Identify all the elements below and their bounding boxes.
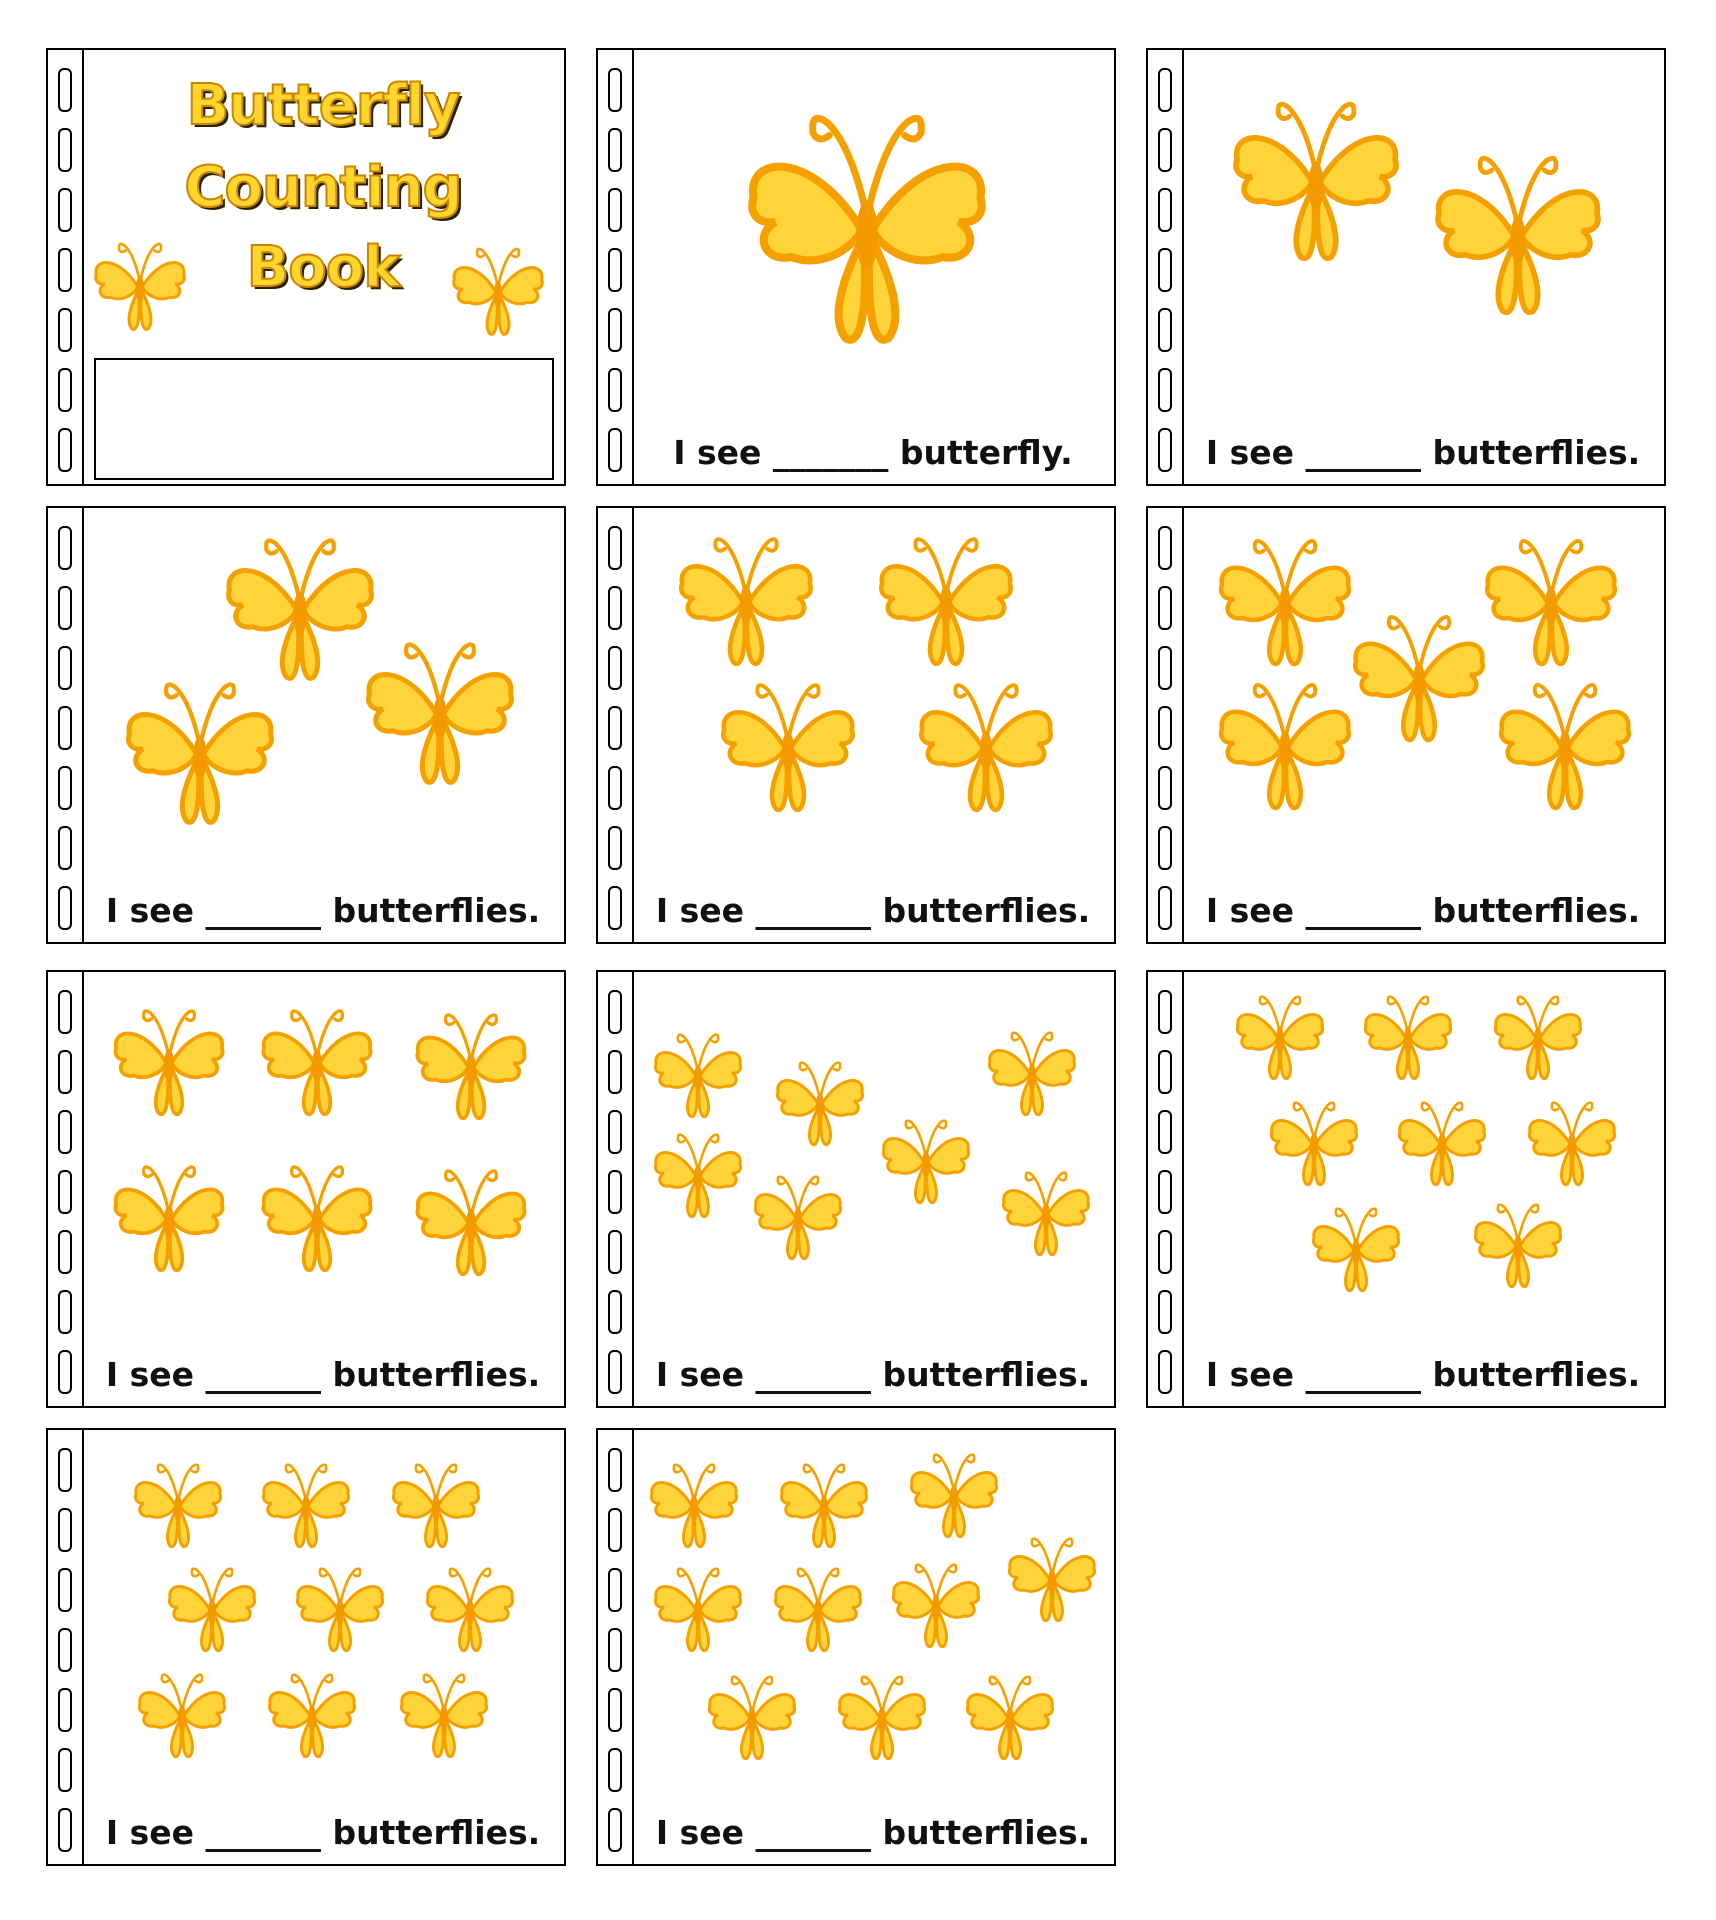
butterfly-icon <box>254 1156 380 1282</box>
butterfly-icon <box>774 1456 874 1556</box>
butterfly-icon <box>1210 672 1360 822</box>
butterfly-icon <box>648 1560 748 1660</box>
butterfly-icon <box>128 1456 228 1556</box>
binding-ring <box>608 646 622 690</box>
binding-ring <box>58 766 72 810</box>
butterfly-icon <box>732 95 1002 365</box>
butterfly-icon <box>1222 88 1410 276</box>
binding-ring <box>58 586 72 630</box>
binding-ring <box>58 1568 72 1612</box>
name-box[interactable] <box>94 358 554 480</box>
binding-spine <box>1148 972 1184 1406</box>
butterfly-icon <box>408 1004 534 1130</box>
butterfly-icon <box>1210 528 1360 678</box>
binding-ring <box>1158 128 1172 172</box>
butterfly-icon <box>982 1024 1082 1124</box>
butterfly-icon <box>1344 604 1494 754</box>
butterfly-icon <box>1424 142 1612 330</box>
butterfly-icon <box>132 1666 232 1766</box>
butterfly-icon <box>996 1164 1096 1264</box>
binding-spine <box>598 1430 634 1864</box>
binding-spine <box>48 508 84 942</box>
page-caption: I see _______ butterflies. <box>105 1813 541 1852</box>
binding-ring <box>58 128 72 172</box>
butterfly-icon <box>712 672 864 824</box>
butterfly-icon <box>394 1666 494 1766</box>
binding-ring <box>608 308 622 352</box>
binding-ring <box>1158 188 1172 232</box>
binding-ring <box>1158 990 1172 1034</box>
butterfly-icon <box>1230 988 1330 1088</box>
binding-spine <box>598 50 634 484</box>
binding-ring <box>58 1628 72 1672</box>
butterfly-icon <box>832 1668 932 1768</box>
butterfly-icon <box>748 1168 848 1268</box>
binding-spine <box>598 972 634 1406</box>
page-caption: I see _______ butterfly. <box>673 433 1073 472</box>
butterfly-icon <box>770 1054 870 1154</box>
answer-blank[interactable]: _______ <box>755 1813 871 1852</box>
butterfly-icon <box>670 526 822 678</box>
binding-ring <box>608 128 622 172</box>
answer-blank[interactable]: _______ <box>772 433 889 472</box>
counting-page-10 <box>596 1428 1116 1866</box>
cover-title-line-3: Book <box>246 235 400 300</box>
butterfly-icon <box>1358 988 1458 1088</box>
binding-ring <box>58 1350 72 1394</box>
binding-ring <box>58 68 72 112</box>
page-caption: I see _______ butterflies. <box>1205 433 1641 472</box>
page-caption: I see _______ butterflies. <box>655 1355 1091 1394</box>
binding-ring <box>58 826 72 870</box>
butterfly-icon <box>356 630 524 798</box>
answer-blank[interactable]: _______ <box>1305 891 1421 930</box>
butterfly-icon <box>1488 988 1588 1088</box>
binding-ring <box>608 1568 622 1612</box>
binding-spine <box>1148 508 1184 942</box>
butterfly-icon <box>88 235 192 339</box>
binding-ring <box>608 1748 622 1792</box>
binding-ring <box>608 1808 622 1852</box>
butterfly-icon <box>702 1668 802 1768</box>
answer-blank[interactable]: _______ <box>1305 433 1421 472</box>
butterfly-icon <box>106 1156 232 1282</box>
binding-ring <box>58 1110 72 1154</box>
butterfly-icon <box>768 1560 868 1660</box>
counting-page-9 <box>46 1428 566 1866</box>
binding-ring <box>608 1110 622 1154</box>
answer-blank[interactable]: _______ <box>205 891 321 930</box>
cover-page <box>46 48 566 486</box>
binding-ring <box>1158 886 1172 930</box>
binding-ring <box>608 1170 622 1214</box>
butterfly-icon <box>1522 1094 1622 1194</box>
binding-ring <box>608 826 622 870</box>
binding-spine <box>48 50 84 484</box>
binding-ring <box>1158 766 1172 810</box>
binding-ring <box>608 1290 622 1334</box>
butterfly-icon <box>290 1560 390 1660</box>
binding-ring <box>58 886 72 930</box>
page-caption: I see _______ butterflies. <box>655 891 1091 930</box>
butterfly-icon <box>886 1556 986 1656</box>
binding-ring <box>58 368 72 412</box>
binding-ring <box>1158 1290 1172 1334</box>
binding-ring <box>1158 1230 1172 1274</box>
binding-ring <box>58 188 72 232</box>
binding-ring <box>58 646 72 690</box>
answer-blank[interactable]: _______ <box>205 1813 321 1852</box>
butterfly-icon <box>1468 1196 1568 1296</box>
binding-ring <box>608 1050 622 1094</box>
answer-blank[interactable]: _______ <box>1305 1355 1421 1394</box>
binding-ring <box>608 248 622 292</box>
binding-ring <box>58 1050 72 1094</box>
counting-page-3 <box>46 506 566 944</box>
binding-ring <box>58 1508 72 1552</box>
butterfly-icon <box>1306 1200 1406 1300</box>
butterfly-icon <box>106 1000 232 1126</box>
binding-ring <box>608 886 622 930</box>
butterfly-icon <box>910 672 1062 824</box>
binding-ring <box>58 308 72 352</box>
binding-ring <box>58 1290 72 1334</box>
binding-ring <box>608 526 622 570</box>
butterfly-icon <box>1002 1530 1102 1630</box>
binding-ring <box>608 368 622 412</box>
binding-ring <box>58 248 72 292</box>
binding-spine <box>48 1430 84 1864</box>
butterfly-icon <box>904 1446 1004 1546</box>
binding-ring <box>608 586 622 630</box>
binding-ring <box>58 428 72 472</box>
binding-ring <box>608 1688 622 1732</box>
counting-page-6 <box>46 970 566 1408</box>
butterfly-icon <box>876 1112 976 1212</box>
butterfly-icon <box>648 1126 748 1226</box>
counting-page-7 <box>596 970 1116 1408</box>
binding-spine <box>1148 50 1184 484</box>
binding-ring <box>58 1448 72 1492</box>
binding-ring <box>58 1170 72 1214</box>
butterfly-icon <box>870 526 1022 678</box>
binding-ring <box>608 1628 622 1672</box>
cover-title-line-2: Counting <box>184 155 462 220</box>
binding-ring <box>1158 1350 1172 1394</box>
binding-ring <box>1158 1050 1172 1094</box>
page-caption: I see _______ butterflies. <box>105 891 541 930</box>
butterfly-icon <box>1392 1094 1492 1194</box>
butterfly-icon <box>648 1026 748 1126</box>
butterfly-icon <box>386 1456 486 1556</box>
binding-ring <box>608 188 622 232</box>
counting-page-2 <box>1146 48 1666 486</box>
butterfly-icon <box>960 1668 1060 1768</box>
binding-ring <box>58 1808 72 1852</box>
binding-ring <box>58 706 72 750</box>
answer-blank[interactable]: _______ <box>755 891 871 930</box>
binding-spine <box>598 508 634 942</box>
butterfly-icon <box>262 1666 362 1766</box>
binding-ring <box>608 1230 622 1274</box>
binding-ring <box>608 1448 622 1492</box>
binding-ring <box>1158 1170 1172 1214</box>
butterfly-icon <box>644 1456 744 1556</box>
binding-ring <box>608 68 622 112</box>
binding-ring <box>1158 368 1172 412</box>
binding-ring <box>1158 248 1172 292</box>
binding-ring <box>1158 646 1172 690</box>
page-caption: I see _______ butterflies. <box>655 1813 1091 1852</box>
binding-ring <box>1158 428 1172 472</box>
binding-ring <box>58 1688 72 1732</box>
binding-ring <box>1158 526 1172 570</box>
binding-ring <box>58 526 72 570</box>
butterfly-icon <box>1264 1094 1364 1194</box>
binding-ring <box>1158 68 1172 112</box>
binding-ring <box>58 990 72 1034</box>
binding-ring <box>608 428 622 472</box>
answer-blank[interactable]: _______ <box>755 1355 871 1394</box>
binding-spine <box>48 972 84 1406</box>
butterfly-icon <box>446 240 550 344</box>
binding-ring <box>1158 586 1172 630</box>
binding-ring <box>608 1350 622 1394</box>
counting-page-4 <box>596 506 1116 944</box>
butterfly-icon <box>254 1000 380 1126</box>
answer-blank[interactable]: _______ <box>205 1355 321 1394</box>
butterfly-icon <box>162 1560 262 1660</box>
binding-ring <box>608 706 622 750</box>
binding-ring <box>1158 1110 1172 1154</box>
cover-title-line-1: Butterfly <box>186 73 460 138</box>
binding-ring <box>1158 706 1172 750</box>
butterfly-icon <box>1490 672 1640 822</box>
binding-ring <box>58 1748 72 1792</box>
page-caption: I see _______ butterflies. <box>1205 1355 1641 1394</box>
butterfly-icon <box>116 670 284 838</box>
counting-page-1 <box>596 48 1116 486</box>
page-caption: I see _______ butterflies. <box>105 1355 541 1394</box>
butterfly-icon <box>256 1456 356 1556</box>
binding-ring <box>608 766 622 810</box>
counting-page-5 <box>1146 506 1666 944</box>
counting-page-8 <box>1146 970 1666 1408</box>
butterfly-icon <box>420 1560 520 1660</box>
binding-ring <box>58 1230 72 1274</box>
page-caption: I see _______ butterflies. <box>1205 891 1641 930</box>
butterfly-icon <box>408 1160 534 1286</box>
binding-ring <box>608 990 622 1034</box>
binding-ring <box>608 1508 622 1552</box>
butterfly-icon <box>1476 528 1626 678</box>
binding-ring <box>1158 308 1172 352</box>
binding-ring <box>1158 826 1172 870</box>
